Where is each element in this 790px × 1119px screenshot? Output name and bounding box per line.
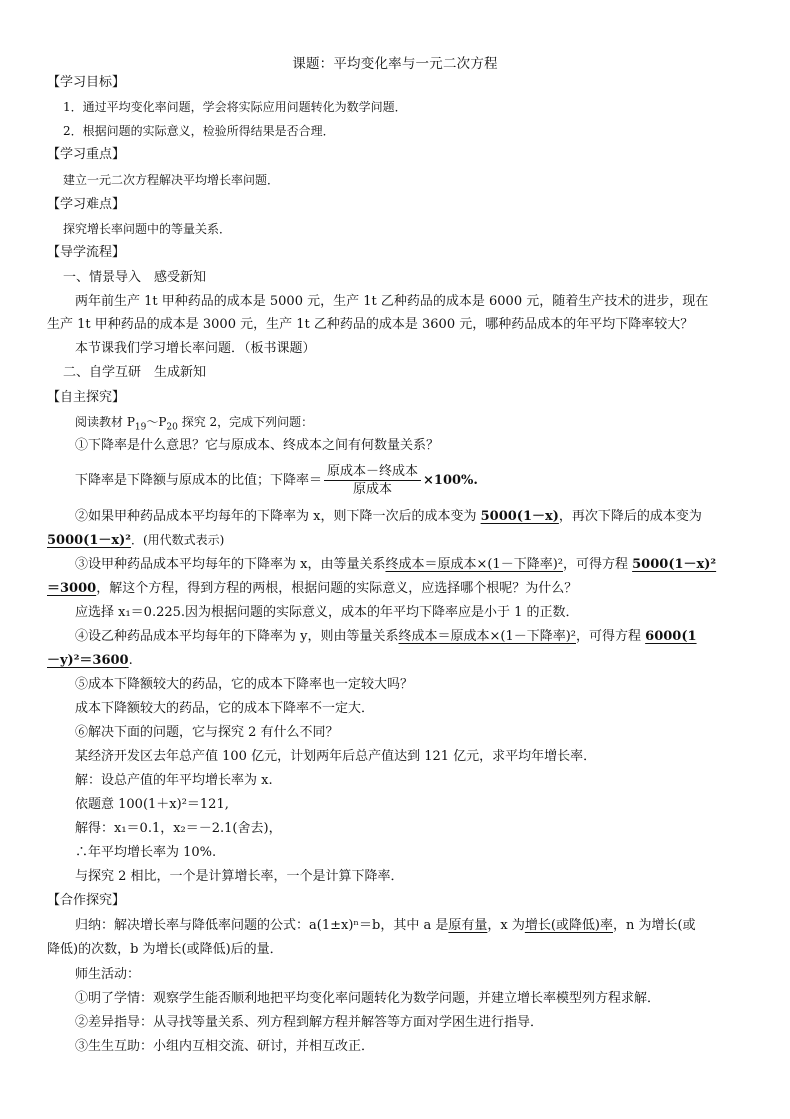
answer-3: 应选择 x₁＝0.225.因为根据问题的实际意义，成本的年平均下降率应是小于 1 的正数． — [75, 605, 579, 620]
goal-2: 2．根据问题的实际意义，检验所得结果是否合理． — [63, 124, 335, 138]
answer-blank: 5000(1－x) — [480, 509, 559, 524]
answer-blank: 原有量 — [448, 918, 488, 933]
activity-1: ①明了学情：观察学生能否顺利地把平均变化率问题转化为数学问题，并建立增长率模型列方程求解． — [75, 991, 661, 1006]
solution-line-4: ∴年平均增长率为 10%. — [75, 845, 217, 860]
summary-line-1: 归纳：解决增长率与降低率问题的公式：a(1±x)ⁿ＝b，其中 a 是原有量，x 为增长(或降低)率，n 为增长(或 — [75, 918, 696, 933]
answer-blank: 终成本＝原成本×(1－下降率)² — [398, 629, 577, 644]
section-1-heading: 一、情景导入 感受新知 — [63, 270, 207, 285]
heading-key: 【学习重点】 — [47, 147, 126, 162]
intro-paragraph-line-1: 两年前生产 1t 甲种药品的成本是 5000 元，生产 1t 乙种药品的成本是 6000 元，随着生产技术的进步，现在 — [75, 294, 709, 309]
heading-flow: 【导学流程】 — [47, 245, 126, 260]
activity-2: ②差异指导：从寻找等量关系、列方程到解方程并解答等方面对学困生进行指导． — [75, 1015, 544, 1030]
answer-blank: －y)²＝3600 — [47, 653, 129, 668]
question-6: ⑥解决下面的问题，它与探究 2 有什么不同？ — [75, 725, 339, 740]
heading-cooperation: 【合作探究】 — [47, 893, 126, 908]
intro-paragraph-line-2: 生产 1t 甲种药品的成本是 3000 元，生产 1t 乙种药品的成本是 3600 元，哪种药品成本的年平均下降率较大？ — [47, 317, 694, 332]
section-2-heading: 二、自学互研 生成新知 — [63, 365, 207, 380]
answer-blank: 6000(1 — [645, 629, 697, 644]
question-3-line-1: ③设甲种药品成本平均每年的下降率为 x，由等量关系终成本＝原成本×(1－下降率)²，可得方程 5000(1－x)² — [75, 557, 717, 572]
question-4-line-1: ④设乙种药品成本平均每年的下降率为 y，则由等量关系终成本＝原成本×(1－下降率)²，可得方程 6000(1 — [75, 629, 697, 644]
reading-instruction: 阅读教材 $P_{19}\sim P_{20}$ 探究 2，完成下列问题： — [75, 415, 314, 433]
solution-line-1: 解：设总产值的年平均增长率为 x. — [75, 773, 273, 788]
answer-5: 成本下降额较大的药品，它的成本下降率不一定大． — [75, 701, 375, 716]
lesson-title: 课题：平均变化率与一元二次方程 — [292, 56, 498, 72]
answer-1: 下降率是下降额与原成本的比值；下降率＝ $\frac{\text{原成本－终成本}}{\text{原成本}}$ ×100%. — [75, 464, 478, 497]
intro-paragraph-line-3: 本节课我们学习增长率问题．（板书课题） — [75, 341, 316, 356]
question-3-line-2: ＝3000，解这个方程，得到方程的两根，根据问题的实际意义，应选择哪个根呢？为什么？ — [47, 581, 578, 596]
heading-difficulty: 【学习难点】 — [47, 197, 126, 212]
difficulty-point: 探究增长率问题中的等量关系． — [63, 222, 232, 236]
answer-blank: 5000(1－x)² — [632, 557, 717, 572]
answer-blank: 5000(1－x)² — [47, 533, 131, 548]
activity-heading: 师生活动： — [75, 967, 141, 982]
answer-blank: 增长(或降低)率 — [524, 918, 613, 933]
question-4-line-2: －y)²＝3600. — [47, 653, 133, 668]
heading-goals: 【学习目标】 — [47, 75, 126, 90]
question-2-line-2: 5000(1－x)²．(用代数式表示) — [47, 533, 225, 548]
solution-line-3: 解得：x₁＝0.1，x₂＝－2.1(舍去)， — [75, 821, 282, 836]
heading-self-study: 【自主探究】 — [47, 390, 126, 405]
example-problem: 某经济开发区去年总产值 100 亿元，计划两年后总产值达到 121 亿元，求平均年增长率． — [75, 749, 597, 764]
question-2-line-1: ②如果甲种药品成本平均每年的下降率为 x，则下降一次后的成本变为 5000(1－x)，再次下降后的成本变为 — [75, 509, 702, 524]
question-1: ①下降率是什么意思？它与原成本、终成本之间有何数量关系？ — [75, 438, 440, 453]
fraction: $\frac{\text{原成本－终成本}}{\text{原成本}}$ — [324, 463, 421, 498]
answer-blank: ＝3000 — [47, 581, 97, 596]
question-5: ⑤成本下降额较大的药品，它的成本下降率也一定较大吗？ — [75, 677, 414, 692]
answer-blank: 终成本＝原成本×(1－下降率)² — [385, 557, 563, 572]
key-point: 建立一元二次方程解决平均增长率问题． — [63, 173, 280, 187]
comparison: 与探究 2 相比，一个是计算增长率，一个是计算下降率． — [75, 869, 404, 884]
summary-line-2: 降低)的次数，b 为增长(或降低)后的量． — [47, 942, 283, 957]
goal-1: 1．通过平均变化率问题，学会将实际应用问题转化为数学问题． — [63, 100, 407, 114]
solution-line-2: 依题意 100(1＋x)²＝121, — [75, 797, 229, 812]
activity-3: ③生生互助：小组内互相交流、研讨，并相互改正． — [75, 1039, 375, 1054]
